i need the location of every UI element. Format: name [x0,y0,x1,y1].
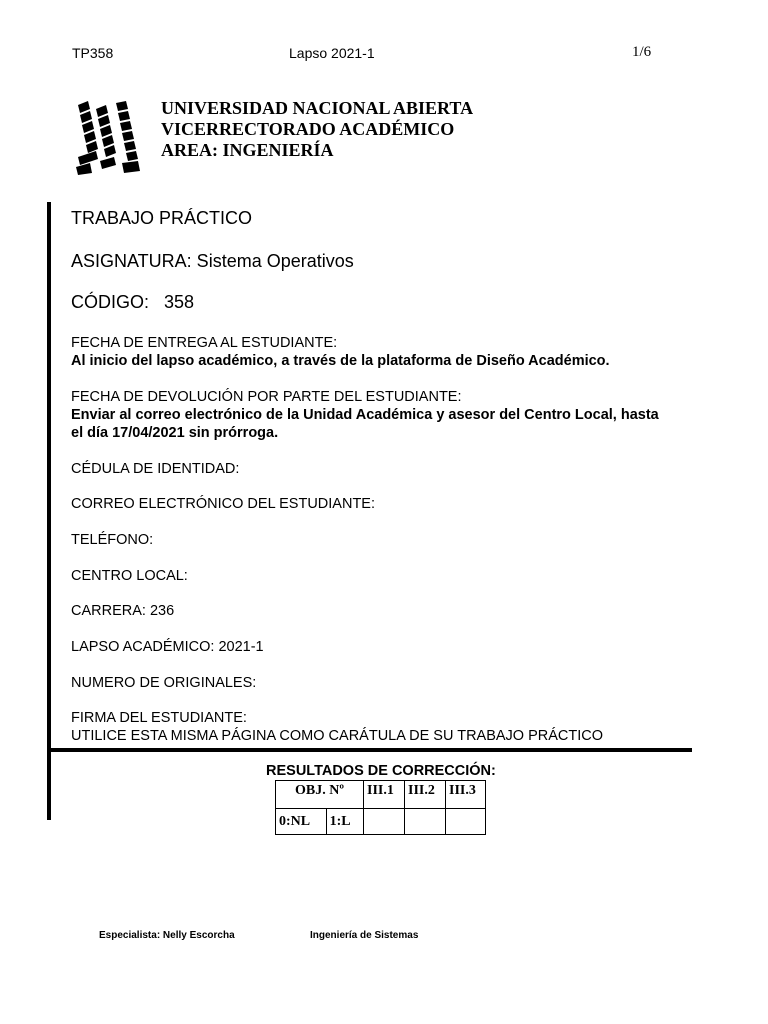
result-cell [446,809,486,835]
left-vertical-rule [47,202,51,820]
institution-name: UNIVERSIDAD NACIONAL ABIERTA [161,98,474,118]
codigo: CÓDIGO: 358 [71,292,195,312]
page-number: 1/6 [632,44,652,60]
document-title: TRABAJO PRÁCTICO [71,208,253,228]
numero-originales-field: NUMERO DE ORIGINALES: [71,675,257,691]
area: AREA: INGENIERÍA [161,140,334,160]
result-cell [364,809,405,835]
row-label-cell: 0:NL [276,809,327,835]
fecha-entrega-value: Al inicio del lapso académico, a través de la plataforma de Diseño Académico. [71,353,610,369]
centro-local-field: CENTRO LOCAL: [71,568,188,584]
utilice-instruction: UTILICE ESTA MISMA PÁGINA COMO CARÁTULA DE SU TRABAJO PRÁCTICO [71,728,604,744]
asignatura: ASIGNATURA: Sistema Operativos [71,251,354,271]
correo-field: CORREO ELECTRÓNICO DEL ESTUDIANTE: [71,496,376,512]
fecha-devolucion-value-line1: Enviar al correo electrónico de la Unidad Académica y asesor del Centro Local, hasta [71,407,659,423]
horizontal-rule [47,748,692,752]
table-row [276,781,486,809]
table-row [276,809,486,835]
obj-header-cell: OBJ. Nº [276,781,364,809]
resultados-title: RESULTADOS DE CORRECCIÓN: [266,763,496,779]
footer-carrera: Ingeniería de Sistemas [310,930,419,941]
resultados-table [275,780,486,835]
fecha-devolucion-value-line2: el día 17/04/2021 sin prórroga. [71,425,279,441]
result-cell [405,809,446,835]
objective-cell: III.3 [446,781,486,809]
fecha-entrega-label: FECHA DE ENTREGA AL ESTUDIANTE: [71,335,338,351]
carrera-field: CARRERA: 236 [71,603,175,619]
footer-especialista: Especialista: Nelly Escorcha [99,930,235,941]
una-logo-icon [76,101,142,175]
row-label-cell: 1:L [326,809,363,835]
cedula-field: CÉDULA DE IDENTIDAD: [71,461,240,477]
lapso-academico-field: LAPSO ACADÉMICO: 2021-1 [71,639,264,655]
document-code: TP358 [72,45,114,61]
firma-field: FIRMA DEL ESTUDIANTE: [71,710,247,726]
telefono-field: TELÉFONO: [71,532,154,548]
objective-cell: III.1 [364,781,405,809]
vicerrectorado: VICERRECTORADO ACADÉMICO [161,119,455,139]
fecha-devolucion-label: FECHA DE DEVOLUCIÓN POR PARTE DEL ESTUDIANTE: [71,389,462,405]
header-lapso: Lapso 2021-1 [289,45,375,61]
objective-cell: III.2 [405,781,446,809]
